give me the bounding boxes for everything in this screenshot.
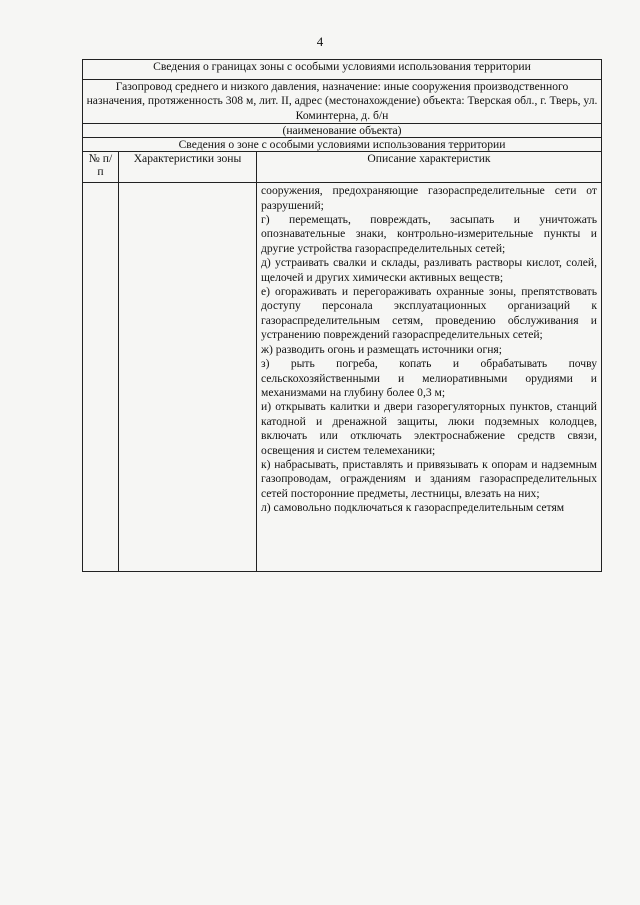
row-characteristic-cell (119, 183, 257, 572)
object-caption: (наименование объекта) (83, 124, 602, 138)
description-item: ж) разводить огонь и размещать источники огня; (261, 342, 502, 356)
table-row (83, 183, 602, 572)
column-header-characteristics: Характеристики зоны (119, 152, 257, 183)
zone-info-title: Сведения о зоне с особыми условиями использования территории (83, 138, 602, 152)
description-item: сооружения, предохраняющие газораспределительные сети от разрушений; (261, 184, 598, 212)
column-header-number: № п/п (83, 152, 119, 183)
column-header-description: Описание характеристик (257, 152, 602, 183)
description-item: д) устраивать свалки и склады, разливать растворы кислот, солей, щелочей и других химически активных веществ; (261, 256, 598, 284)
page-number: 4 (316, 34, 324, 49)
description-item: з) рыть погреба, копать и обрабатывать почву сельскохозяйственными и мелиоративными орудиями и механизмами на глубину более 0,3 м; (261, 357, 598, 399)
zone-info-table (82, 59, 602, 572)
object-description: Газопровод среднего и низкого давления, назначение: иные сооружения производственного назначения, протяженность 308 м, лит. II, адрес (местонахождение) объекта: Тверская обл., г. Тверь, ул. Коминтерна, д. б/н (83, 80, 602, 124)
description-item: к) набрасывать, приставлять и привязывать к опорам и надземным газопроводам, ограждениям и зданиям газораспределительных сетей посторонние предметы, лестницы, влезать на них; (261, 457, 598, 500)
row-description-cell (257, 183, 602, 572)
row-number-cell (83, 183, 119, 572)
description-item: и) открывать калитки и двери газорегуляторных пунктов, станций катодной и дренажной защиты, люки подземных колодцев, включать или отключать электроснабжение средств связи, освещения и систем телемеханики; (261, 400, 598, 457)
description-item: г) перемещать, повреждать, засыпать и уничтожать опознавательные знаки, контрольно-измерительные пункты и другие устройства газораспределительных сетей; (261, 213, 598, 255)
description-item: л) самовольно подключаться к газораспределительным сетям (261, 501, 565, 515)
description-item: е) огораживать и перегораживать охранные зоны, препятствовать доступу персонала эксплуатационных организаций к газораспределительным сетям, проведению обслуживания и устранению повреждений газораспределительных сетей; (261, 285, 598, 342)
table-title: Сведения о границах зоны с особыми условиями использования территории (83, 60, 602, 80)
